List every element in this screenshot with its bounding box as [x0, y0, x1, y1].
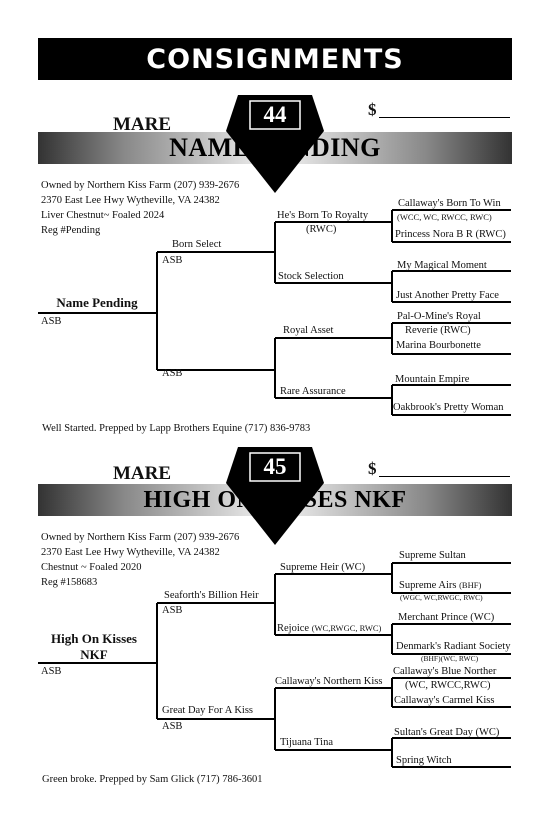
remarks: Green broke. Prepped by Sam Glick (717) 786-3601: [42, 774, 263, 785]
dam-sire-dam: Marina Bourbonette: [396, 340, 481, 351]
dam-sire-sire-line2: Reverie (RWC): [405, 325, 471, 336]
dam-registry: ASB: [162, 721, 183, 732]
horse-name: Name Pending: [56, 295, 138, 310]
dam-sire: Callaway's Northern Kiss: [275, 676, 383, 687]
dam-sire-sire: Callaway's Blue Norther: [393, 666, 497, 677]
price-symbol: $: [368, 100, 377, 119]
horse-name: [38, 631, 150, 663]
registration-line: Reg #Pending: [41, 225, 101, 236]
color-foaled-line: Liver Chestnut~ Foaled 2024: [41, 210, 165, 221]
registration-line: Reg #158683: [41, 577, 98, 588]
dam-dam: Rare Assurance: [280, 386, 346, 397]
owner-line: Owned by Northern Kiss Farm (207) 939-2676: [41, 532, 240, 543]
dam-dam-sire: Sultan's Great Day (WC): [394, 727, 500, 738]
sire-sire-sire: Callaway's Born To Win: [398, 198, 501, 209]
sex-label: MARE: [113, 463, 172, 484]
sire-sire-sire: Supreme Sultan: [399, 550, 466, 561]
owner-line: Owned by Northern Kiss Farm (207) 939-2676: [41, 180, 240, 191]
sire-sire-dam-note: (BHF): [459, 580, 482, 590]
sire-name: Seaforth's Billion Heir: [164, 590, 259, 601]
sire-registry: ASB: [162, 255, 183, 266]
sire-dam-sire: Merchant Prince (WC): [398, 612, 495, 623]
sire-sire-note: (RWC): [306, 224, 337, 235]
sire-dam-name: Rejoice: [277, 623, 310, 634]
dam-dam-dam: Spring Witch: [396, 755, 452, 766]
dam-sire: Royal Asset: [283, 325, 334, 336]
hip-number: 45: [263, 454, 287, 479]
dam-sire-sire-line2: (WC, RWCC,RWC): [405, 680, 491, 691]
sire-sire-dam-note2: (WGC, WC,RWGC, RWC): [400, 593, 483, 602]
horse-title: NAME PENDING: [169, 133, 381, 162]
sire-name: Born Select: [172, 239, 222, 250]
sire-dam: [277, 623, 381, 634]
horse-title: HIGH ON KISSES NKF: [143, 486, 407, 513]
remarks: Well Started. Prepped by Lapp Brothers Equine (717) 836-9783: [42, 423, 311, 434]
horse-name-line2: NKF: [80, 647, 108, 662]
horse-registry: ASB: [41, 666, 62, 677]
sire-dam-sire: My Magical Moment: [397, 260, 487, 271]
sire-dam-dam: Just Another Pretty Face: [396, 290, 499, 301]
sire-dam-note: (WC,RWGC, RWC): [311, 623, 382, 633]
sire-registry: ASB: [162, 605, 183, 616]
color-foaled-line: Chestnut ~ Foaled 2020: [41, 562, 142, 573]
horse-name-line1: High On Kisses: [51, 631, 137, 646]
sire-sire: He's Born To Royalty: [277, 210, 369, 221]
sire-sire-dam-name: Supreme Airs: [399, 580, 457, 591]
horse-registry: ASB: [41, 316, 62, 327]
dam-sire-dam: Callaway's Carmel Kiss: [394, 695, 495, 706]
dam-sire-sire: Pal-O-Mine's Royal: [397, 311, 481, 322]
header-title: CONSIGNMENTS: [146, 43, 404, 75]
address-line: 2370 East Lee Hwy Wytheville, VA 24382: [41, 195, 220, 206]
sire-dam-dam: Denmark's Radiant Society: [396, 641, 511, 652]
sire-sire: Supreme Heir (WC): [280, 562, 366, 573]
sex-label: MARE: [113, 114, 172, 135]
dam-dam: Tijuana Tina: [280, 737, 334, 748]
sire-dam-dam-note: (BHF)(WC, RWC): [421, 654, 479, 663]
dam-dam-dam: Oakbrook's Pretty Woman: [393, 402, 504, 413]
sire-sire-sire-note: (WCC, WC, RWCC, RWC): [397, 212, 492, 222]
sire-sire-dam: Princess Nora B R (RWC): [395, 229, 506, 240]
hip-number: 44: [263, 102, 287, 127]
dam-name: Great Day For A Kiss: [162, 705, 253, 716]
sire-dam: Stock Selection: [278, 271, 344, 282]
price-symbol: $: [368, 459, 377, 478]
sire-sire-dam: [399, 580, 481, 591]
dam-registry: ASB: [162, 368, 183, 379]
address-line: 2370 East Lee Hwy Wytheville, VA 24382: [41, 547, 220, 558]
dam-dam-sire: Mountain Empire: [395, 374, 470, 385]
